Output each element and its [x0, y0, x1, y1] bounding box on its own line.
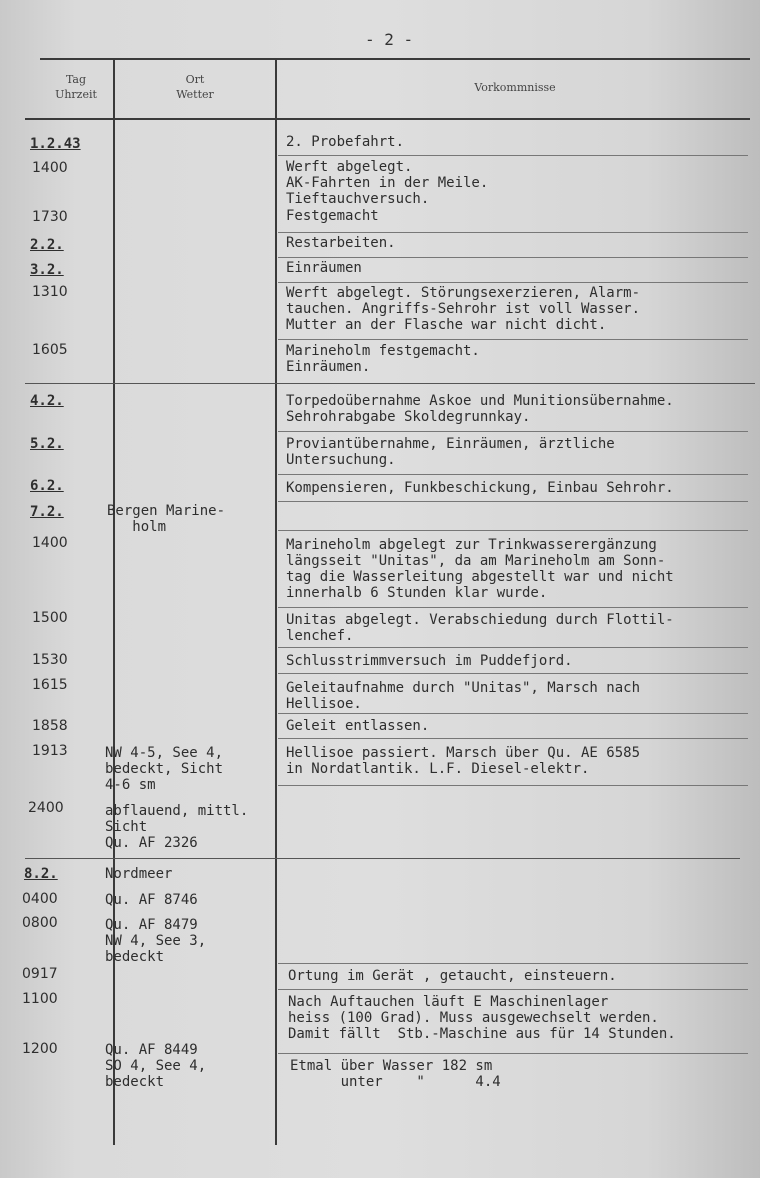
table-top-rule — [40, 58, 750, 60]
header-bottom-rule — [25, 118, 750, 120]
entry-event-text: Proviantübernahme, Einräumen, ärztliche Untersuchung. — [286, 436, 615, 468]
entry-event-text: Marineholm festgemacht. Einräumen. — [286, 343, 480, 375]
row-separator — [278, 713, 748, 714]
entry-event-text: Ortung im Gerät , getaucht, einsteuern. — [288, 968, 617, 984]
entry-event-text: Werft abgelegt. AK-Fahrten in der Meile. Tieftauchversuch. — [286, 159, 489, 207]
entry-event-text: Unitas abgelegt. Verabschiedung durch Flottil- lenchef. — [286, 612, 674, 644]
entry-place-weather: Bergen Marine- holm — [107, 503, 226, 535]
row-separator — [278, 474, 748, 475]
entry-time: 1200 — [22, 1041, 58, 1057]
entry-time: 1400 — [32, 535, 68, 551]
entry-place-weather: Nordmeer — [105, 866, 173, 882]
row-separator — [278, 339, 748, 340]
row-separator — [278, 989, 748, 990]
entry-event-text: Festgemacht — [286, 208, 379, 224]
entry-date: 6.2. — [30, 478, 64, 494]
entry-time: 1100 — [22, 991, 58, 1007]
row-separator — [278, 673, 748, 674]
entry-time: 0400 — [22, 891, 58, 907]
row-separator — [278, 963, 748, 964]
row-separator — [278, 257, 748, 258]
entry-event-text: Geleitaufnahme durch "Unitas", Marsch nach Hellisoe. — [286, 680, 641, 712]
header-place-weather — [116, 72, 274, 102]
entry-event-text: Marineholm abgelegt zur Trinkwasserergänzung längsseit "Unitas", da am Marineholm am Sonn- tag die Wasserleitung abgestellt war und nicht innerhalb 6 Stunden klar wurde. — [286, 537, 674, 601]
entry-time: 1858 — [32, 718, 68, 734]
entry-date: 7.2. — [30, 504, 64, 520]
entry-time: 1605 — [32, 342, 68, 358]
row-separator — [278, 1053, 748, 1054]
header-day-label: Tag — [65, 73, 87, 86]
entry-time: 0917 — [22, 966, 58, 982]
entry-date: 1.2.43 — [30, 136, 81, 152]
entry-time: 2400 — [28, 800, 64, 816]
entry-place-weather: Qu. AF 8479 NW 4, See 3, bedeckt — [105, 917, 207, 965]
entry-place-weather: abflauend, mittl. Sicht Qu. AF 2326 — [105, 803, 249, 851]
row-separator — [278, 785, 748, 786]
entry-time: 1913 — [32, 743, 68, 759]
section-separator — [25, 858, 740, 859]
row-separator — [278, 232, 748, 233]
page-number: - 2 - — [365, 30, 414, 49]
header-weather-label: Wetter — [176, 88, 214, 101]
entry-event-text: Einräumen — [286, 260, 362, 276]
entry-time: 1730 — [32, 209, 68, 225]
entry-event-text: Etmal über Wasser 182 sm unter " 4.4 — [290, 1058, 501, 1090]
column-divider-1 — [113, 60, 115, 1145]
entry-time: 1310 — [32, 284, 68, 300]
entry-event-text: Geleit entlassen. — [286, 718, 430, 734]
row-separator — [278, 282, 748, 283]
header-place-label: Ort — [185, 73, 205, 86]
entry-event-text: Kompensieren, Funkbeschickung, Einbau Sehrohr. — [286, 480, 674, 496]
row-separator — [278, 607, 748, 608]
entry-date: 2.2. — [30, 237, 64, 253]
entry-event-text: Restarbeiten. — [286, 235, 396, 251]
entry-date: 8.2. — [24, 866, 58, 882]
entry-time: 1500 — [32, 610, 68, 626]
header-day-time — [40, 72, 112, 102]
entry-time: 1530 — [32, 652, 68, 668]
header-time-label: Uhrzeit — [55, 88, 97, 101]
column-divider-2 — [275, 60, 277, 1145]
row-separator — [278, 431, 748, 432]
entry-place-weather: Qu. AF 8449 SO 4, See 4, bedeckt — [105, 1042, 207, 1090]
entry-event-text: Hellisoe passiert. Marsch über Qu. AE 6585 in Nordatlantik. L.F. Diesel-elektr. — [286, 745, 641, 777]
entry-date: 3.2. — [30, 262, 64, 278]
header-events: Vorkommnisse — [474, 81, 556, 94]
entry-time: 1615 — [32, 677, 68, 693]
entry-event-text: Nach Auftauchen läuft E Maschinenlager heiss (100 Grad). Muss ausgewechselt werden. Damit fällt Stb.-Maschine aus für 14 Stunden. — [288, 994, 676, 1042]
entry-event-text: Schlusstrimmversuch im Puddefjord. — [286, 653, 573, 669]
entry-event-text: Werft abgelegt. Störungsexerzieren, Alarm- tauchen. Angriffs-Sehrohr ist voll Wasser. Mutter an der Flasche war nicht dicht. — [286, 285, 641, 333]
row-separator — [278, 530, 748, 531]
entry-time: 1400 — [32, 160, 68, 176]
entry-date: 4.2. — [30, 393, 64, 409]
row-separator — [278, 738, 748, 739]
row-separator — [278, 501, 748, 502]
entry-time: 0800 — [22, 915, 58, 931]
section-separator — [25, 383, 755, 384]
entry-place-weather: Qu. AF 8746 — [105, 892, 198, 908]
entry-event-text: Torpedoübernahme Askoe und Munitionsübernahme. Sehrohrabgabe Skoldegrunnkay. — [286, 393, 674, 425]
entry-date: 5.2. — [30, 436, 64, 452]
entry-place-weather: NW 4-5, See 4, bedeckt, Sicht 4-6 sm — [105, 745, 224, 793]
row-separator — [278, 155, 748, 156]
entry-event-text: 2. Probefahrt. — [286, 134, 405, 150]
row-separator — [278, 647, 748, 648]
